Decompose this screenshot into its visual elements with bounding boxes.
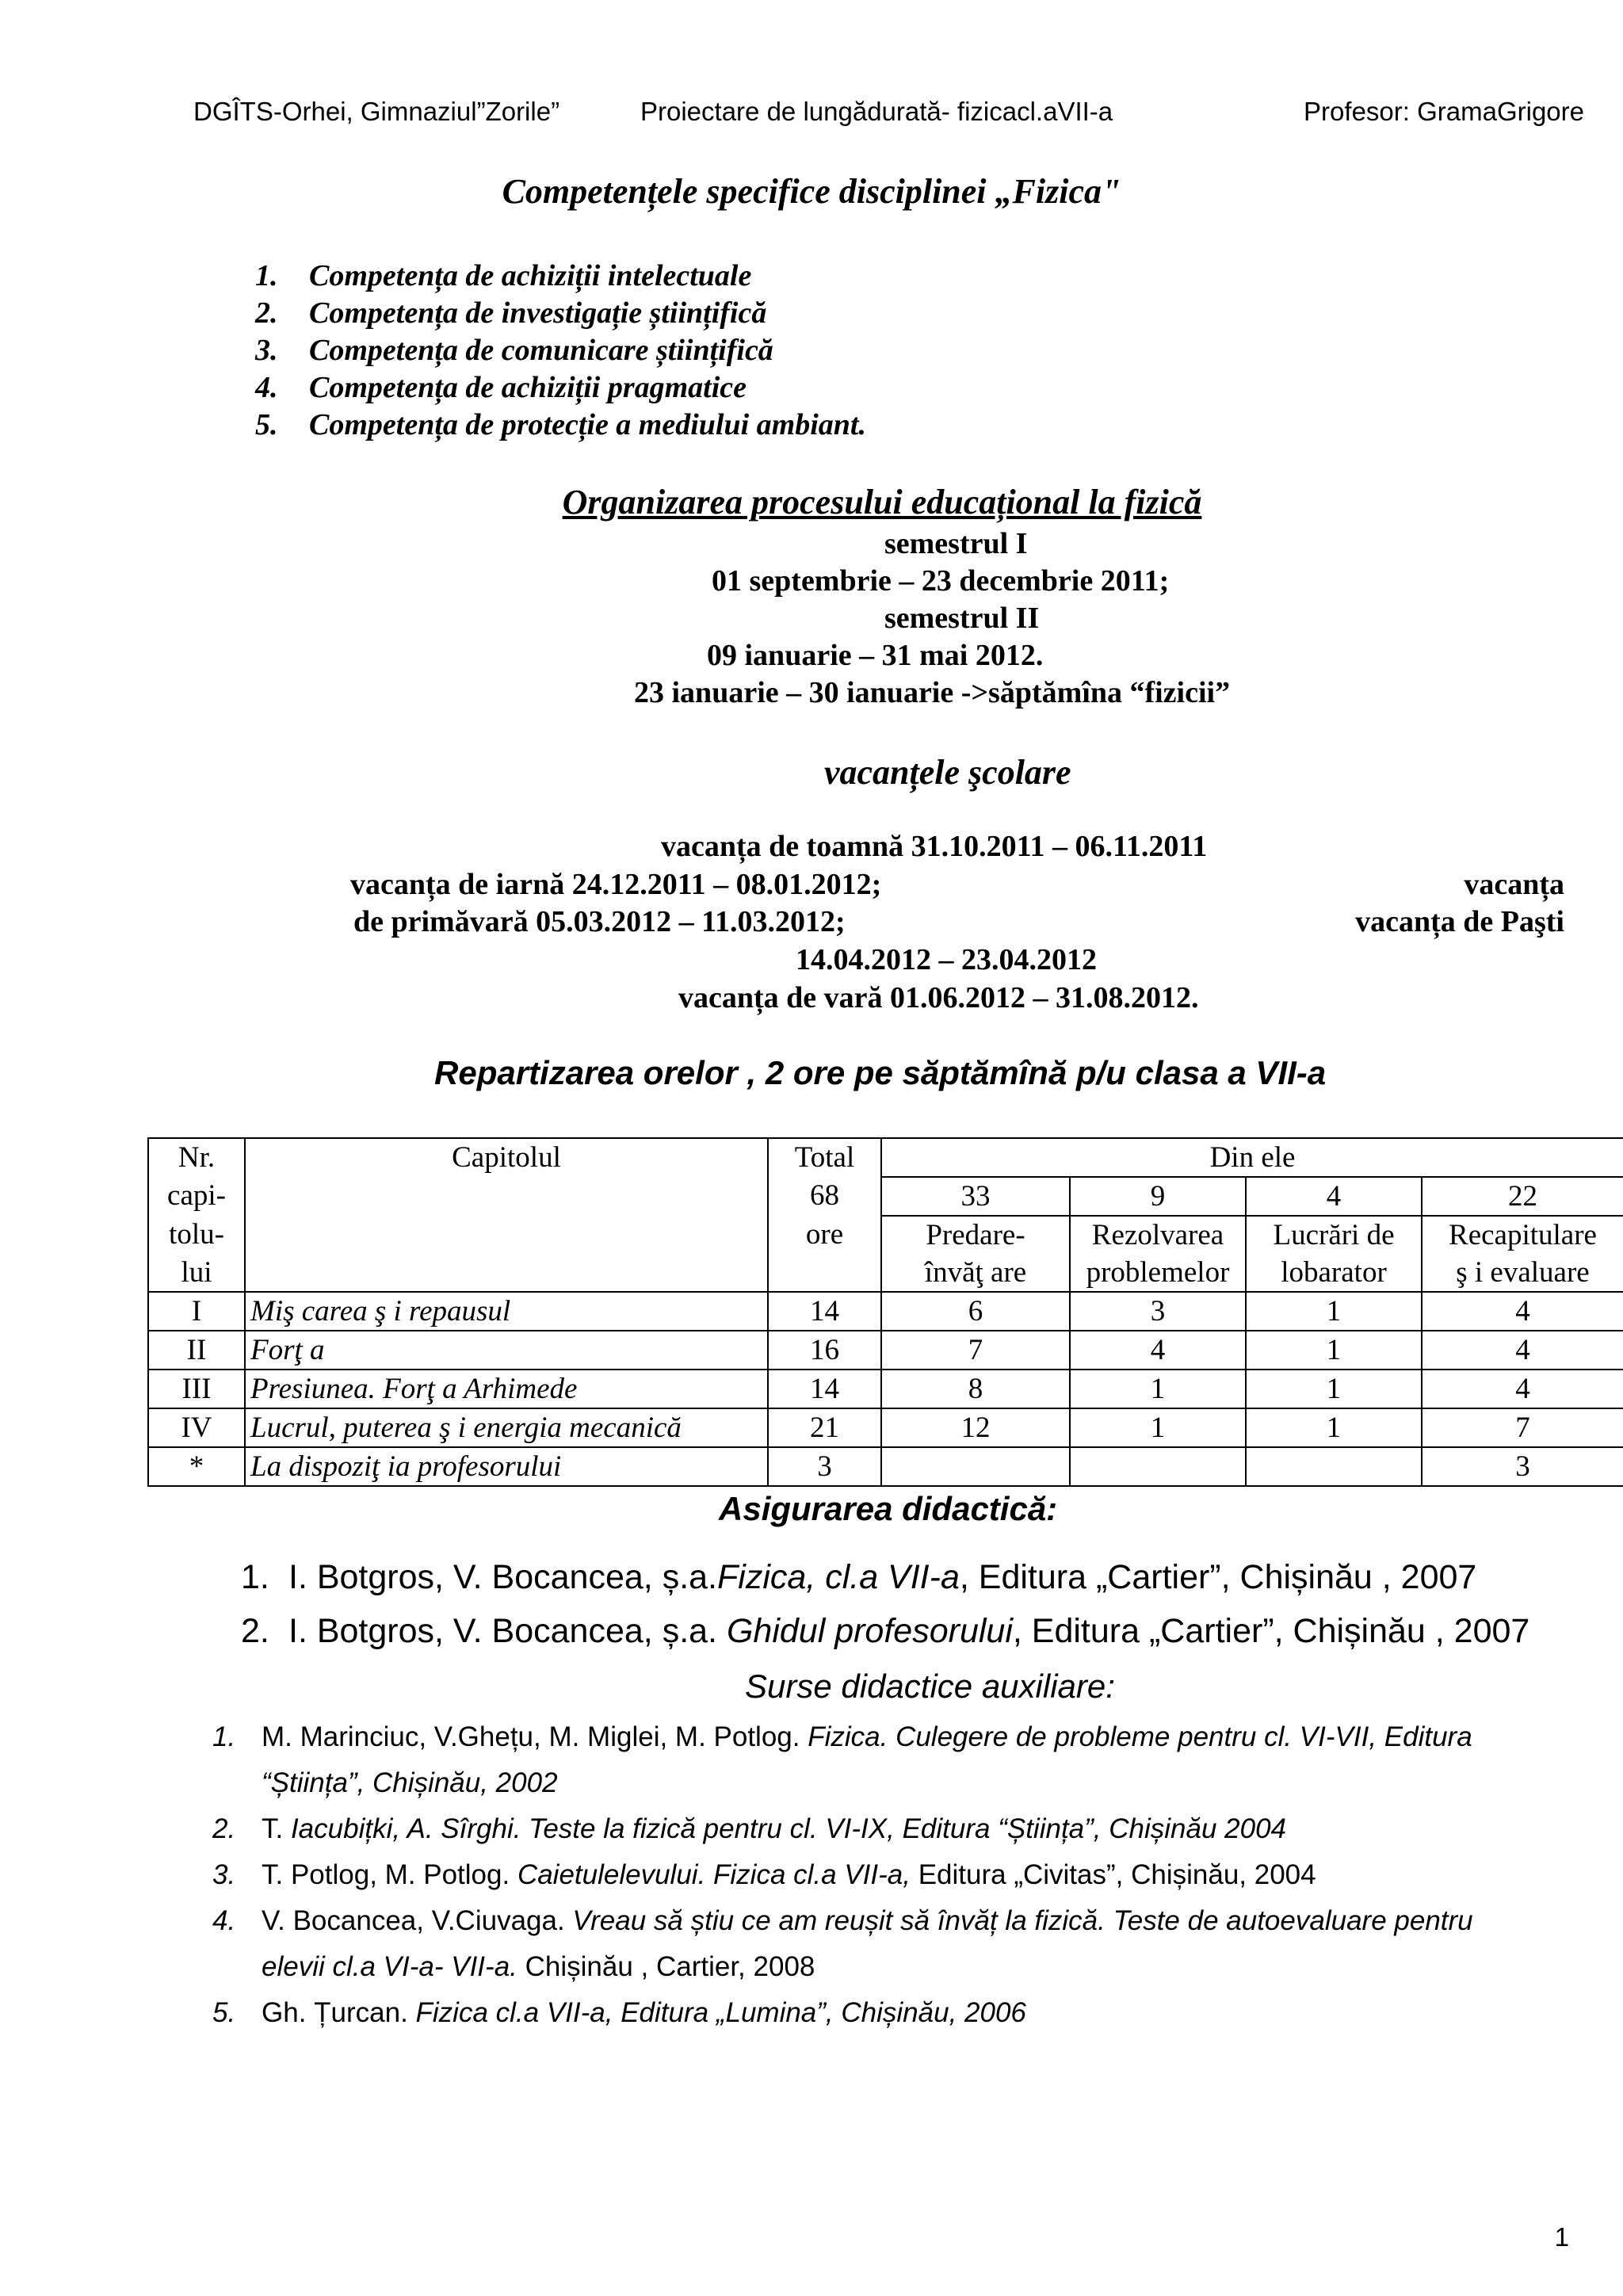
- auxiliary-text: “Știința”, Chișinău, 2002: [262, 1767, 558, 1798]
- page-number: 1: [1554, 2222, 1569, 2252]
- auxiliary-line: [262, 1813, 1286, 1845]
- didactic-book-title: Fizica, cl.a VII-a: [717, 1558, 960, 1596]
- header-total: 68: [768, 1177, 881, 1216]
- hours-title: Repartizarea orelor , 2 ore pe săptămînă p/u clasa a VII-a: [434, 1054, 1327, 1091]
- cell-c2: 1: [1070, 1370, 1246, 1408]
- semester-1-label: semestrul I: [884, 527, 1028, 560]
- auxiliary-text: Caietulelevului. Fizica cl.a VII-a,: [517, 1859, 911, 1890]
- auxiliary-number: 5.: [212, 1997, 236, 2028]
- competency-number: 4.: [255, 371, 278, 404]
- header-sub-label: ş i evaluare: [1422, 1254, 1623, 1292]
- vacation-autumn: vacanța de toamnă 31.10.2011 – 06.11.2011: [661, 830, 1208, 863]
- cell-nr: IV: [148, 1408, 245, 1447]
- header-nr: lui: [148, 1254, 245, 1292]
- header-sub-label: învăţ are: [881, 1254, 1070, 1292]
- cell-c4: 4: [1422, 1292, 1623, 1331]
- competency-item: [255, 296, 766, 330]
- header-sub-label: Lucrări de: [1246, 1216, 1422, 1254]
- cell-c1: 8: [881, 1370, 1070, 1408]
- header-count: 33: [881, 1177, 1070, 1216]
- didactic-authors: I. Botgros, V. Bocancea, ș.a.: [288, 1612, 727, 1650]
- cell-c3: 1: [1246, 1292, 1422, 1331]
- header-count: 9: [1070, 1177, 1246, 1216]
- auxiliary-number: 3.: [212, 1859, 236, 1890]
- auxiliary-text: V. Bocancea, V.Ciuvaga.: [262, 1905, 573, 1936]
- organization-title: Organizarea procesului educațional la fizică: [562, 483, 1202, 521]
- cell-nr: III: [148, 1370, 245, 1408]
- competency-text: Competența de investigație științifică: [309, 296, 767, 330]
- table-header-row: [148, 1254, 1623, 1292]
- competency-text: Competența de achiziții intelectuale: [309, 259, 752, 292]
- auxiliary-line: [262, 1721, 1472, 1753]
- auxiliary-number: 4.: [212, 1905, 236, 1936]
- auxiliary-text: Iacubițki, A. Sîrghi. Teste la fizică pentru cl. VI-IX, Editura “Știința”, Chișinău 2004: [290, 1813, 1287, 1844]
- didactic-title: Asigurarea didactică:: [719, 1490, 1058, 1527]
- header-din-ele: Din ele: [881, 1138, 1623, 1177]
- cell-c3: 1: [1246, 1331, 1422, 1370]
- auxiliary-text: Chișinău , Cartier, 2008: [517, 1951, 815, 1982]
- cell-c3: [1246, 1447, 1422, 1486]
- auxiliary-number: 1.: [212, 1721, 236, 1752]
- header-nr: capi-: [148, 1177, 245, 1216]
- competency-text: Competența de protecție a mediului ambiant.: [309, 408, 866, 441]
- table-row: [148, 1292, 1623, 1331]
- auxiliary-line: [262, 1951, 815, 1983]
- didactic-publisher: , Editura „Cartier”, Chișinău , 2007: [1012, 1612, 1530, 1650]
- cell-total: 14: [768, 1370, 881, 1408]
- table-row: [148, 1408, 1623, 1447]
- table-header-row: [148, 1138, 1623, 1177]
- header-title: Proiectare de lungădurată- fizicacl.aVII-a: [640, 97, 1113, 126]
- auxiliary-text: Vreau să știu ce am reușit să învăț la fizică. Teste de autoevaluare pentru: [572, 1905, 1473, 1936]
- cell-c2: 1: [1070, 1408, 1246, 1447]
- didactic-item: [241, 1558, 1476, 1597]
- semester-2-label: semestrul II: [884, 602, 1040, 635]
- header-nr: tolu-: [148, 1216, 245, 1254]
- cell-nr: *: [148, 1447, 245, 1486]
- header-total-blank: [768, 1254, 881, 1292]
- header-chapter: Capitolul: [245, 1138, 768, 1177]
- cell-c2: 3: [1070, 1292, 1246, 1331]
- auxiliary-title: Surse didactice auxiliare:: [745, 1668, 1115, 1705]
- competency-item: [255, 258, 751, 293]
- header-nr: Nr.: [148, 1138, 245, 1177]
- auxiliary-text: T. Potlog, M. Potlog.: [262, 1859, 517, 1890]
- cell-chapter: Forţ a: [245, 1331, 768, 1370]
- auxiliary-text: M. Marinciuc, V.Ghețu, M. Miglei, M. Potlog.: [262, 1721, 808, 1752]
- cell-chapter: La dispoziţ ia profesorului: [245, 1447, 768, 1486]
- cell-c4: 7: [1422, 1408, 1623, 1447]
- competency-number: 5.: [255, 408, 278, 441]
- auxiliary-number: 2.: [212, 1813, 236, 1844]
- hours-table: [147, 1137, 1623, 1487]
- header-count: 22: [1422, 1177, 1623, 1216]
- auxiliary-line: [262, 1997, 1026, 2029]
- cell-total: 14: [768, 1292, 881, 1331]
- competency-text: Competența de comunicare științifică: [309, 334, 773, 367]
- auxiliary-text: T.: [262, 1813, 291, 1844]
- cell-chapter: Miş carea ş i repausul: [245, 1292, 768, 1331]
- cell-nr: I: [148, 1292, 245, 1331]
- header-count: 4: [1246, 1177, 1422, 1216]
- auxiliary-line: [262, 1859, 1316, 1891]
- header-total: Total: [768, 1138, 881, 1177]
- header-chapter-blank: [245, 1177, 768, 1216]
- cell-c4: 4: [1422, 1331, 1623, 1370]
- competency-item: [255, 370, 747, 405]
- header-school: DGÎTS-Orhei, Gimnaziul”Zorile”: [193, 97, 560, 126]
- vacation-easter-label: vacanța de Paşti: [1355, 905, 1564, 938]
- physics-week: 23 ianuarie – 30 ianuarie ->săptămîna “fizicii”: [634, 676, 1231, 709]
- table-row: [148, 1447, 1623, 1486]
- cell-c1: 6: [881, 1292, 1070, 1331]
- header-teacher: Profesor: GramaGrigore: [1304, 97, 1584, 126]
- table-header-row: [148, 1177, 1623, 1216]
- cell-c2: [1070, 1447, 1246, 1486]
- competency-number: 1.: [255, 259, 278, 292]
- vacation-winter: vacanța de iarnă 24.12.2011 – 08.01.2012;: [350, 868, 882, 901]
- auxiliary-text: Gh. Țurcan.: [262, 1997, 416, 2028]
- competency-item: [255, 333, 773, 368]
- header-total: ore: [768, 1216, 881, 1254]
- header-chapter-blank: [245, 1216, 768, 1254]
- auxiliary-text: Fizica cl.a VII-a, Editura „Lumina”, Chișinău, 2006: [415, 1997, 1026, 2028]
- cell-c4: 3: [1422, 1447, 1623, 1486]
- didactic-number: 1.: [241, 1558, 269, 1596]
- vacation-easter-dates: 14.04.2012 – 23.04.2012: [796, 943, 1097, 976]
- didactic-item: [241, 1612, 1529, 1651]
- cell-c3: 1: [1246, 1408, 1422, 1447]
- cell-total: 3: [768, 1447, 881, 1486]
- auxiliary-line: [262, 1905, 1473, 1937]
- header-sub-label: Rezolvarea: [1070, 1216, 1246, 1254]
- vacation-summer: vacanța de vară 01.06.2012 – 31.08.2012.: [678, 981, 1199, 1014]
- didactic-number: 2.: [241, 1612, 269, 1650]
- cell-chapter: Lucrul, puterea ş i energia mecanică: [245, 1408, 768, 1447]
- cell-c2: 4: [1070, 1331, 1246, 1370]
- cell-total: 21: [768, 1408, 881, 1447]
- competency-item: [255, 407, 866, 442]
- competency-number: 2.: [255, 296, 278, 330]
- cell-c1: [881, 1447, 1070, 1486]
- didactic-publisher: , Editura „Cartier”, Chișinău , 2007: [959, 1558, 1477, 1596]
- auxiliary-text: Editura „Civitas”, Chișinău, 2004: [910, 1859, 1316, 1890]
- auxiliary-line: [262, 1767, 558, 1799]
- didactic-authors: I. Botgros, V. Bocancea, ș.a.: [288, 1558, 718, 1596]
- cell-c3: 1: [1246, 1370, 1422, 1408]
- header-sub-label: Recapitulare: [1422, 1216, 1623, 1254]
- vacation-spring-word: vacanța: [1464, 868, 1564, 901]
- cell-c1: 7: [881, 1331, 1070, 1370]
- table-row: [148, 1331, 1623, 1370]
- header-chapter-blank: [245, 1254, 768, 1292]
- semester-2-dates: 09 ianuarie – 31 mai 2012.: [707, 639, 1044, 672]
- semester-1-dates: 01 septembrie – 23 decembrie 2011;: [712, 564, 1170, 598]
- competency-text: Competența de achiziții pragmatice: [309, 371, 747, 404]
- header-sub-label: lobarator: [1246, 1254, 1422, 1292]
- header-sub-label: problemelor: [1070, 1254, 1246, 1292]
- vacation-spring: de primăvară 05.03.2012 – 11.03.2012;: [353, 905, 846, 938]
- didactic-book-title: Ghidul profesorului: [726, 1612, 1013, 1650]
- cell-c4: 4: [1422, 1370, 1623, 1408]
- auxiliary-text: elevii cl.a VI-a- VII-a.: [262, 1951, 517, 1982]
- table-header-row: [148, 1216, 1623, 1254]
- competency-number: 3.: [255, 334, 278, 367]
- competencies-title: Competențele specifice disciplinei „Fizica": [502, 172, 1121, 211]
- cell-c1: 12: [881, 1408, 1070, 1447]
- header-sub-label: Predare-: [881, 1216, 1070, 1254]
- table-row: [148, 1370, 1623, 1408]
- cell-nr: II: [148, 1331, 245, 1370]
- cell-chapter: Presiunea. Forţ a Arhimede: [245, 1370, 768, 1408]
- vacations-title: vacanțele şcolare: [824, 753, 1071, 792]
- auxiliary-text: Fizica. Culegere de probleme pentru cl. VI-VII, Editura: [808, 1721, 1472, 1752]
- cell-total: 16: [768, 1331, 881, 1370]
